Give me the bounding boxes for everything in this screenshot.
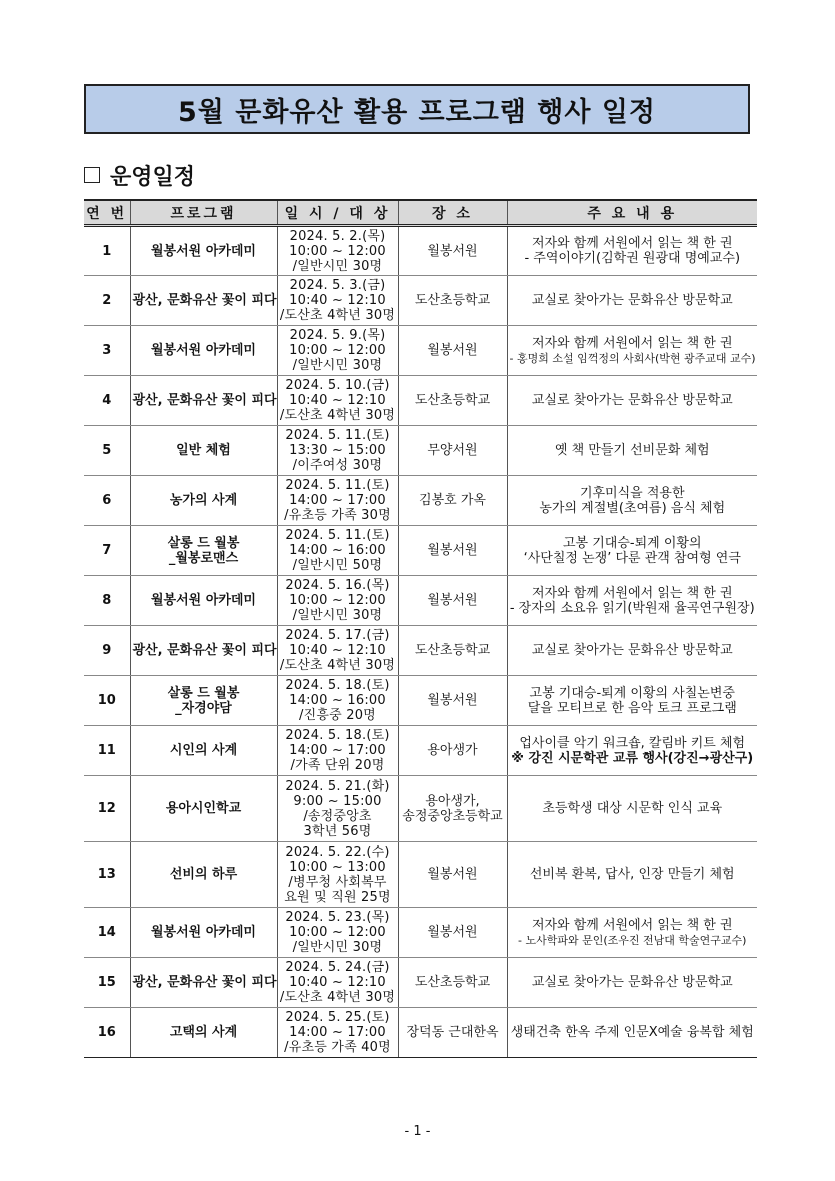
event-description	[507, 908, 757, 958]
event-date: 2024. 5. 9.(목)	[289, 328, 386, 343]
event-description-line: ※ 강진 시문학관 교류 행사(강진→광산구)	[511, 750, 754, 766]
program-name-line: 살롱 드 월봉	[167, 685, 240, 701]
event-target: /유초등 가족 40명	[284, 1040, 391, 1055]
program-name-line: 살롱 드 월봉	[167, 535, 240, 551]
row-number: 9	[84, 626, 130, 676]
event-time: 10:40 ~ 12:10	[289, 293, 386, 308]
event-description-line: 고봉 기대승-퇴계 이황의 사칠논변중	[529, 685, 735, 701]
event-date: 2024. 5. 11.(토)	[285, 428, 390, 443]
event-description	[507, 842, 757, 908]
page-title: 5월 문화유산 활용 프로그램 행사 일정	[84, 84, 750, 134]
event-place-line: 송정중앙초등학교	[402, 808, 503, 824]
event-time: 10:00 ~ 13:00	[289, 859, 386, 875]
row-number: 13	[84, 842, 130, 908]
event-target: /병무청 사회복무	[288, 874, 387, 890]
event-place	[398, 326, 507, 376]
event-place-line: 월봉서원	[427, 343, 478, 358]
event-place-line: 월봉서원	[427, 925, 478, 940]
event-description	[507, 226, 757, 276]
program-name	[130, 908, 277, 958]
table-row	[84, 376, 757, 426]
event-description	[507, 576, 757, 626]
event-place	[398, 626, 507, 676]
program-name-line: 월봉서원 아카데미	[151, 243, 256, 259]
row-number: 3	[84, 326, 130, 376]
event-time: 13:30 ~ 15:00	[289, 443, 386, 458]
event-description-line: 고봉 기대승-퇴계 이황의	[562, 535, 702, 551]
event-place	[398, 676, 507, 726]
event-description-line: 교실로 찾아가는 문화유산 방문학교	[531, 393, 733, 408]
event-description-line: 농가의 계절별(초여름) 음식 체험	[539, 500, 726, 516]
program-name	[130, 376, 277, 426]
row-number: 8	[84, 576, 130, 626]
table-row	[84, 226, 757, 276]
event-description-line: 저자와 함께 서원에서 읽는 책 한 권	[531, 236, 733, 251]
event-place	[398, 226, 507, 276]
table-body	[84, 226, 757, 1058]
event-description	[507, 476, 757, 526]
event-target: /가족 단위 20명	[290, 758, 385, 773]
event-time: 14:00 ~ 17:00	[289, 743, 386, 758]
row-number: 5	[84, 426, 130, 476]
row-number: 10	[84, 676, 130, 726]
program-name-line: 고택의 사계	[169, 1025, 238, 1040]
event-place-line: 월봉서원	[427, 243, 478, 259]
event-place-line: 도산초등학교	[414, 393, 491, 408]
event-target: /일반시민 50명	[292, 558, 383, 573]
program-name-line: 일반 체험	[176, 443, 231, 458]
event-time: 14:00 ~ 16:00	[289, 693, 386, 708]
event-place	[398, 958, 507, 1008]
program-name	[130, 326, 277, 376]
event-date: 2024. 5. 11.(토)	[285, 528, 390, 543]
event-place-line: 용아생가	[427, 743, 478, 758]
event-description-line: 교실로 찾아가는 문화유산 방문학교	[531, 643, 733, 658]
program-name-line: 월봉서원 아카데미	[151, 593, 256, 608]
program-name-line: 시인의 사계	[169, 743, 238, 758]
date-target	[277, 476, 398, 526]
section-heading	[84, 160, 195, 190]
event-target: /이주여성 30명	[292, 458, 383, 473]
event-target: /진흥중 20명	[299, 708, 376, 723]
header-place: 장 소	[398, 200, 507, 226]
event-description	[507, 376, 757, 426]
date-target	[277, 426, 398, 476]
schedule-table	[84, 199, 757, 1058]
event-place	[398, 276, 507, 326]
event-description-line: 업사이클 악기 워크숍, 칼림바 키트 체험	[519, 735, 746, 751]
date-target	[277, 776, 398, 842]
table-row	[84, 576, 757, 626]
event-time: 10:40 ~ 12:10	[289, 393, 386, 408]
program-name	[130, 1008, 277, 1058]
event-time: 10:00 ~ 12:00	[289, 243, 386, 259]
event-date: 2024. 5. 10.(금)	[285, 378, 390, 393]
program-name	[130, 526, 277, 576]
event-place	[398, 376, 507, 426]
section-heading-text: 운영일정	[110, 164, 196, 190]
event-target: 3학년 56명	[303, 823, 372, 839]
event-target: /일반시민 30명	[292, 608, 383, 623]
event-date: 2024. 5. 21.(화)	[285, 778, 390, 794]
program-name-line: 월봉서원 아카데미	[151, 925, 256, 940]
event-time: 10:00 ~ 12:00	[289, 925, 386, 940]
event-description-line: 생태건축 한옥 주제 인문X예술 융복합 체험	[510, 1025, 754, 1040]
event-description	[507, 958, 757, 1008]
event-place	[398, 526, 507, 576]
table-row	[84, 426, 757, 476]
date-target	[277, 626, 398, 676]
event-description	[507, 1008, 757, 1058]
program-name	[130, 626, 277, 676]
program-name	[130, 958, 277, 1008]
event-description-line: - 주역이야기(김학권 원광대 명예교수)	[524, 251, 741, 266]
event-description	[507, 626, 757, 676]
row-number: 16	[84, 1008, 130, 1058]
event-place	[398, 776, 507, 842]
table-row	[84, 276, 757, 326]
event-description	[507, 426, 757, 476]
event-description-line: 저자와 함께 서원에서 읽는 책 한 권	[531, 335, 733, 351]
event-target: /도산초 4학년 30명	[279, 990, 396, 1005]
row-number: 1	[84, 226, 130, 276]
event-description-line: - 노사학파와 문인(조우진 전남대 학술연구교수)	[518, 933, 747, 947]
event-place-line: 월봉서원	[427, 543, 478, 558]
program-name	[130, 476, 277, 526]
event-date: 2024. 5. 23.(목)	[285, 910, 390, 925]
date-target	[277, 908, 398, 958]
event-place	[398, 908, 507, 958]
event-target: /일반시민 30명	[292, 258, 383, 274]
header-program: 프로그램	[130, 200, 277, 226]
event-place	[398, 842, 507, 908]
event-description	[507, 726, 757, 776]
event-place	[398, 476, 507, 526]
event-date: 2024. 5. 22.(수)	[285, 844, 390, 860]
event-time: 14:00 ~ 17:00	[289, 1025, 386, 1040]
header-no: 연 번	[84, 200, 130, 226]
program-name	[130, 276, 277, 326]
event-description-line: 교실로 찾아가는 문화유산 방문학교	[531, 293, 733, 308]
event-description	[507, 276, 757, 326]
event-place-line: 월봉서원	[427, 593, 478, 608]
program-name-line: _자경야담	[175, 700, 232, 716]
event-time: 10:00 ~ 12:00	[289, 593, 386, 608]
row-number: 12	[84, 776, 130, 842]
event-date: 2024. 5. 11.(토)	[285, 478, 390, 493]
program-name	[130, 576, 277, 626]
event-place	[398, 1008, 507, 1058]
header-desc: 주 요 내 용	[507, 200, 757, 226]
event-date: 2024. 5. 25.(토)	[285, 1010, 390, 1025]
table-row	[84, 958, 757, 1008]
event-description-line: 기후미식을 적용한	[579, 485, 685, 501]
table-row	[84, 776, 757, 842]
event-description-line: 저자와 함께 서원에서 읽는 책 한 권	[531, 585, 733, 601]
table-header-row	[84, 200, 757, 226]
event-place-line: 월봉서원	[427, 867, 478, 882]
table-row	[84, 476, 757, 526]
row-number: 11	[84, 726, 130, 776]
event-place-line: 도산초등학교	[414, 975, 491, 990]
program-name-line: 농가의 사계	[169, 493, 238, 508]
event-description	[507, 776, 757, 842]
event-place-line: 무양서원	[427, 443, 478, 458]
event-description	[507, 326, 757, 376]
event-time: 14:00 ~ 16:00	[289, 543, 386, 558]
event-place	[398, 426, 507, 476]
event-description-line: 선비복 환복, 답사, 인장 만들기 체험	[529, 867, 735, 882]
event-date: 2024. 5. 18.(토)	[285, 678, 390, 693]
table-row	[84, 1008, 757, 1058]
event-description-line: - 장자의 소요유 읽기(박원재 율곡연구원장)	[509, 600, 755, 616]
event-date: 2024. 5. 16.(목)	[285, 578, 390, 593]
event-description-line: 교실로 찾아가는 문화유산 방문학교	[531, 975, 733, 990]
event-time: 10:40 ~ 12:10	[289, 643, 386, 658]
table-row	[84, 626, 757, 676]
event-description	[507, 676, 757, 726]
row-number: 2	[84, 276, 130, 326]
event-date: 2024. 5. 24.(금)	[285, 960, 390, 975]
row-number: 4	[84, 376, 130, 426]
row-number: 7	[84, 526, 130, 576]
event-date: 2024. 5. 2.(목)	[289, 228, 386, 244]
event-target: /유초등 가족 30명	[284, 508, 391, 523]
program-name	[130, 726, 277, 776]
event-place-line: 도산초등학교	[414, 643, 491, 658]
event-time: 14:00 ~ 17:00	[289, 493, 386, 508]
event-target: /도산초 4학년 30명	[279, 308, 396, 323]
table-row	[84, 842, 757, 908]
event-date: 2024. 5. 18.(토)	[285, 728, 390, 743]
event-description-line: - 홍명희 소설 임꺽정의 사회사(박현 광주교대 교수)	[509, 351, 756, 365]
checkbox-icon	[84, 167, 100, 183]
date-target	[277, 958, 398, 1008]
program-name-line: 용아시인학교	[165, 801, 242, 816]
event-target: /일반시민 30명	[292, 940, 383, 955]
event-target: /송정중앙초	[303, 808, 372, 824]
program-name-line: 광산, 문화유산 꽃이 피다	[132, 643, 277, 658]
event-description-line: 옛 책 만들기 선비문화 체험	[554, 443, 710, 458]
event-target: /일반시민 30명	[292, 358, 383, 373]
event-date: 2024. 5. 3.(금)	[289, 278, 386, 293]
program-name	[130, 226, 277, 276]
event-description-line: 달을 모티브로 한 음악 토크 프로그램	[527, 700, 737, 716]
table-row	[84, 676, 757, 726]
event-description-line: 초등학생 대상 시문학 인식 교육	[542, 801, 723, 816]
program-name-line: 광산, 문화유산 꽃이 피다	[132, 975, 277, 990]
page-number: - 1 -	[404, 1124, 431, 1139]
event-place	[398, 726, 507, 776]
row-number: 15	[84, 958, 130, 1008]
program-name-line: 선비의 하루	[169, 867, 238, 882]
program-name-line: 광산, 문화유산 꽃이 피다	[132, 293, 277, 308]
event-description-line: 저자와 함께 서원에서 읽는 책 한 권	[531, 917, 733, 933]
event-place-line: 월봉서원	[427, 693, 478, 708]
date-target	[277, 276, 398, 326]
date-target	[277, 526, 398, 576]
program-name	[130, 842, 277, 908]
program-name	[130, 426, 277, 476]
event-target: /도산초 4학년 30명	[279, 408, 396, 423]
program-name-line: 월봉서원 아카데미	[151, 343, 256, 358]
table-row	[84, 526, 757, 576]
event-time: 10:00 ~ 12:00	[289, 343, 386, 358]
program-name-line: _월봉로맨스	[168, 550, 239, 566]
date-target	[277, 1008, 398, 1058]
header-when: 일 시 / 대 상	[277, 200, 398, 226]
event-place-line: 용아생가,	[425, 793, 480, 809]
event-description-line: ‘사단칠정 논쟁’ 다룬 관객 참여형 연극	[523, 550, 741, 566]
row-number: 6	[84, 476, 130, 526]
date-target	[277, 576, 398, 626]
row-number: 14	[84, 908, 130, 958]
event-target: 요원 및 직원 25명	[284, 889, 391, 905]
table-row	[84, 326, 757, 376]
table-row	[84, 726, 757, 776]
event-target: /도산초 4학년 30명	[279, 658, 396, 673]
event-place-line: 김봉호 가옥	[419, 493, 486, 508]
program-name-line: 광산, 문화유산 꽃이 피다	[132, 393, 277, 408]
date-target	[277, 842, 398, 908]
program-name	[130, 676, 277, 726]
event-time: 10:40 ~ 12:10	[289, 975, 386, 990]
table-row	[84, 908, 757, 958]
event-description	[507, 526, 757, 576]
date-target	[277, 726, 398, 776]
date-target	[277, 676, 398, 726]
event-place-line: 도산초등학교	[414, 293, 491, 308]
event-date: 2024. 5. 17.(금)	[285, 628, 390, 643]
date-target	[277, 326, 398, 376]
event-place-line: 장덕동 근대한옥	[406, 1025, 499, 1040]
date-target	[277, 226, 398, 276]
date-target	[277, 376, 398, 426]
event-place	[398, 576, 507, 626]
event-time: 9:00 ~ 15:00	[293, 793, 382, 809]
program-name	[130, 776, 277, 842]
